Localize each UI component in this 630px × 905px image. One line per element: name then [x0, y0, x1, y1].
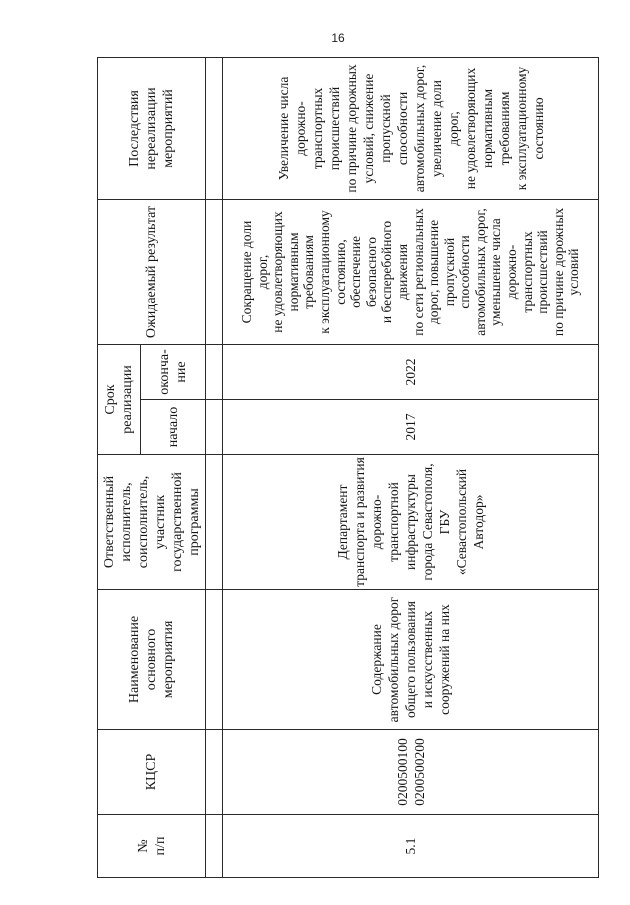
- cell-name: Содержание автомобильных дорог общего пользования и искусственных сооружений на них: [223, 590, 599, 730]
- header-responsible: Ответственный исполнитель, соисполнитель, участник государственной программы: [98, 455, 206, 590]
- header-consequences: Последствия нереализации мероприятий: [98, 57, 206, 199]
- spacer-cell: [206, 455, 223, 590]
- header-result: Ожидаемый результат: [98, 199, 206, 344]
- header-term: Срок реализации: [98, 344, 141, 454]
- cell-kcsr: 0200500100 0200500200: [223, 730, 599, 815]
- table-row: [223, 57, 599, 877]
- header-kcsr: КЦСР: [98, 730, 206, 815]
- cell-responsible: Департамент транспорта и развития дорожно- транспортной инфраструктуры города Севастополя, ГБУ «Севастопольский Автодор»: [223, 455, 599, 590]
- cell-consequences: Увеличение числа дорожно- транспортных происшествий по причине дорожных условий, снижение пропускной способности автомобильных дорог, увеличение доли дорог, не удовлетворяющих нормативным требованиям к эксплуатационному состоянию: [223, 57, 599, 199]
- spacer-cell: [206, 590, 223, 730]
- cell-term-start: 2017: [223, 400, 599, 455]
- header-row: [98, 57, 141, 877]
- spacer-cell: [206, 400, 223, 455]
- cell-result: Сокращение доли дорог, не удовлетворяющих нормативным требованиям к эксплуатационному состоянию, обеспечение безопасного и бесперебойного движения по сети региональных дорог, повышение пропускной способности автомобильных дорог, уменьшение числа дорожно- транспортных происшествий по причине дорожных условий: [223, 199, 599, 344]
- rotated-table-wrapper: [97, 58, 598, 878]
- header-term-start: начало: [141, 400, 206, 455]
- header-term-end: оконча- ние: [141, 344, 206, 399]
- spacer-cell: [206, 344, 223, 399]
- spacer-cell: [206, 199, 223, 344]
- measures-table: [97, 57, 599, 878]
- spacer-cell: [206, 57, 223, 199]
- spacer-cell: [206, 815, 223, 878]
- spacer-cell: [206, 730, 223, 815]
- table-frame: [97, 58, 598, 878]
- page-number: 16: [331, 31, 345, 45]
- header-num: № п/п: [98, 815, 206, 878]
- cell-term-end: 2022: [223, 344, 599, 399]
- header-name: Наименование основного мероприятия: [98, 590, 206, 730]
- spacer-row: [206, 57, 223, 877]
- cell-num: 5.1: [223, 815, 599, 878]
